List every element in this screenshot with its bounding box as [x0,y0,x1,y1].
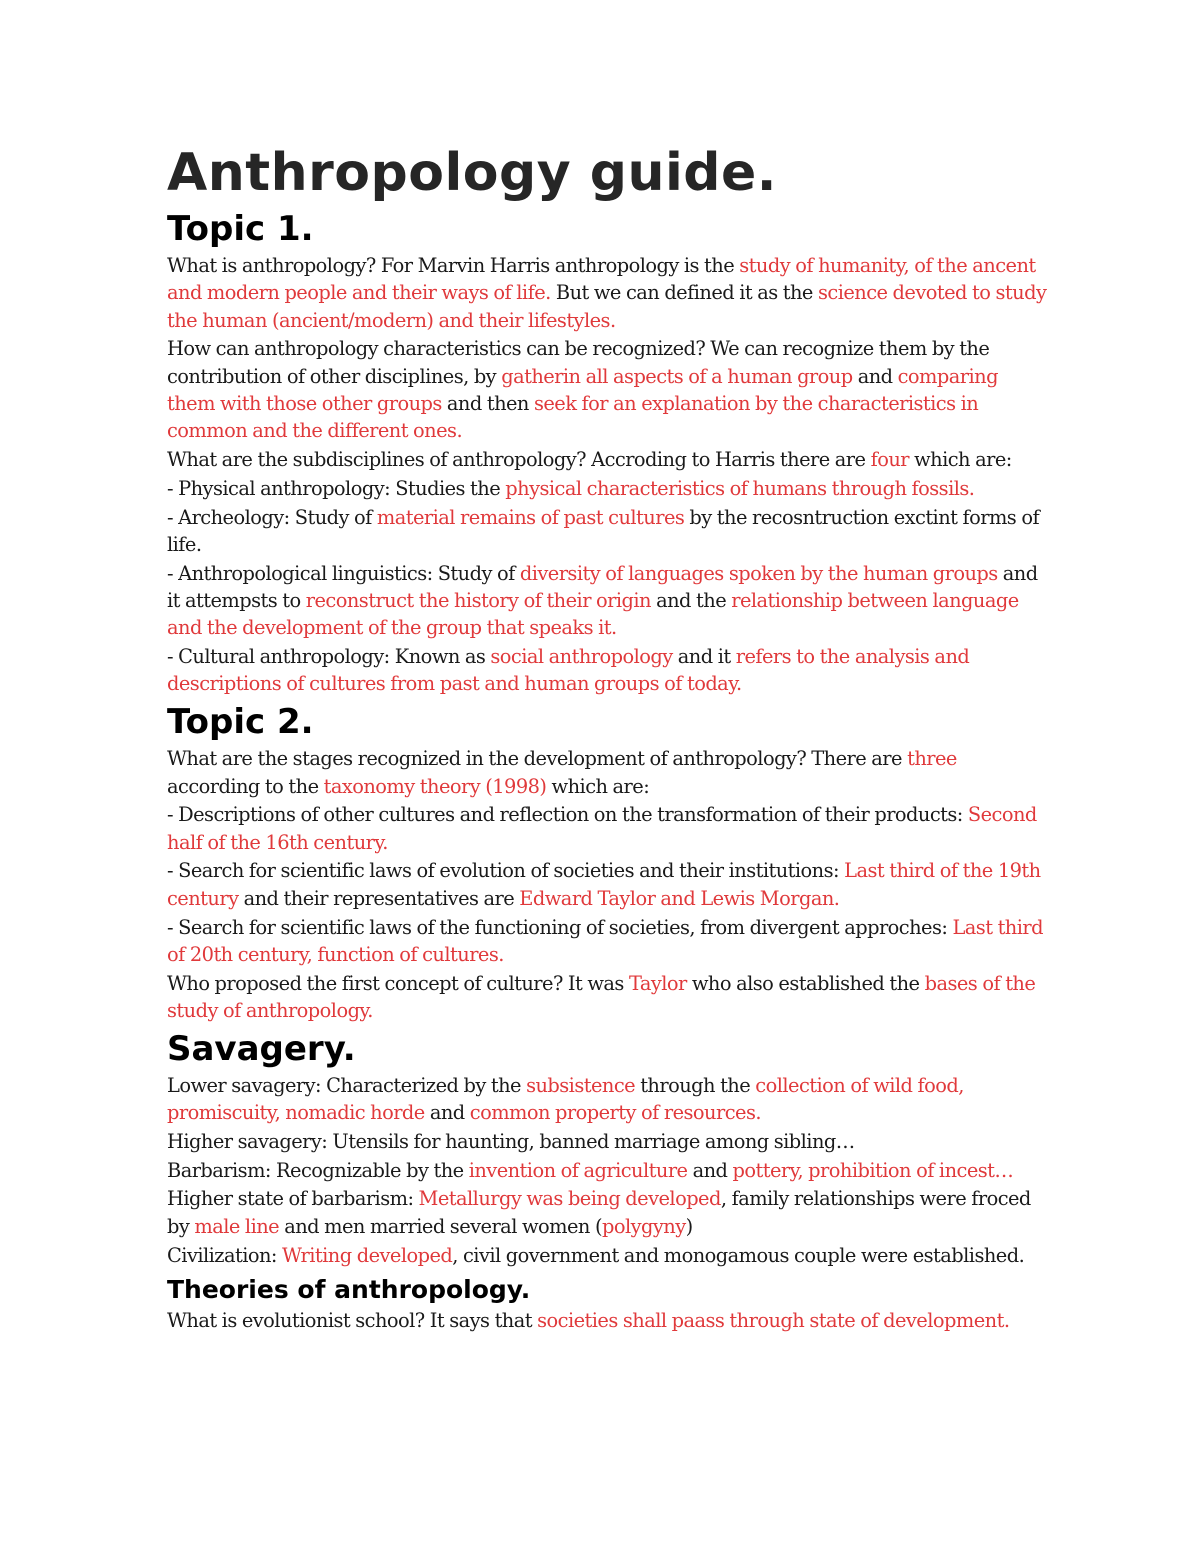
paragraph [167,475,1047,502]
section-heading: Topic 1. [167,209,314,249]
highlighted-text: material remains of past cultures [376,505,685,529]
highlighted-text: taxonomy theory (1998) [323,774,547,798]
highlighted-text: refers to the analysis and descriptions of cultures from past and human groups of today. [167,645,970,696]
body-text: who also established the [686,971,925,995]
body-text: But we can defined it as the [550,281,818,305]
paragraph [167,335,1047,444]
paragraph [167,745,1047,800]
highlighted-text: social anthropology [490,645,673,669]
body-text: - Archeology: Study of [167,505,377,529]
highlighted-text: polygyny [601,1214,686,1238]
highlighted-text: invention of agriculture [468,1158,688,1182]
highlighted-text: societies shall paass through state of development. [537,1308,1010,1332]
body-text: , civil government and monogamous couple were established. [452,1243,1025,1267]
highlighted-text: Metallurgy was being developed [418,1187,721,1211]
highlighted-text: Taylor [628,971,687,995]
body-text: Who proposed the first concept of culture? It was [167,971,629,995]
body-text: , family relationships were froced by [167,1187,1031,1238]
document-body [167,140,1047,1336]
body-text: and [424,1101,470,1125]
highlighted-text: bases of the study of anthropology. [167,971,1036,1022]
body-text: according to the [167,774,324,798]
highlighted-text: physical characteristics of humans through fossils. [505,476,975,500]
body-text: through the [635,1073,756,1097]
paragraph [167,1242,1047,1269]
highlighted-text: Last third of the 19th century [167,859,1041,910]
body-text: Higher savagery: Utensils for haunting, banned marriage among sibling… [167,1129,855,1153]
section-heading: Theories of anthropology. [167,1274,531,1304]
highlighted-text: common property of resources. [469,1101,761,1125]
paragraph [167,252,1047,334]
body-text: and their representatives are [238,886,520,910]
body-text: and then [441,391,534,415]
body-text: Civilization: [167,1243,283,1267]
highlighted-text: pottery, prohibition of incest… [732,1158,1014,1182]
highlighted-text: science devoted to study the human (ancient/modern) and their lifestyles. [167,281,1047,332]
body-text: Barbarism: Recognizable by the [167,1158,469,1182]
body-text: and the [650,589,732,613]
highlighted-text: collection of wild food, promiscuity, nomadic horde [167,1073,964,1125]
body-text: - Anthropological linguistics: Study of [167,561,520,585]
paragraph [167,504,1047,559]
paragraph [167,1072,1047,1127]
body-text: - Search for scientific laws of the functioning of societies, from divergent approches: [167,915,953,939]
highlighted-text: diversity of languages spoken by the human groups [519,561,998,585]
highlighted-text: Last third of 20th century, function of cultures. [167,915,1043,966]
body-text: and it attempsts to [167,561,1038,613]
highlighted-text: comparing them with those other groups [167,364,998,415]
body-text: - Cultural anthropology: Known as [167,645,491,669]
section-heading: Savagery. [167,1028,356,1069]
highlighted-text: reconstruct the history of their origin [305,589,651,613]
paragraph [167,914,1047,969]
body-text: Higher state of barbarism: [167,1187,419,1211]
body-text: and [852,364,898,388]
highlighted-text: Writing developed [282,1243,453,1267]
document-title: Anthropology guide. [167,143,778,203]
body-text: and [687,1158,733,1182]
body-text: ) [685,1214,693,1238]
paragraph [167,801,1047,856]
highlighted-text: seek for an explanation by the characteristics in common and the different ones. [167,391,979,443]
paragraph [167,446,1047,473]
body-text: which are: [908,448,1012,472]
highlighted-text: Second half of the 16th century. [167,803,1037,854]
body-text: which are: [546,774,650,798]
body-text: What are the stages recognized in the development of anthropology? There are [167,747,908,771]
body-text: - Search for scientific laws of evolution of societies and their institutions: [167,859,845,883]
body-text: What is anthropology? For Marvin Harris anthropology is the [167,254,740,277]
body-text: What are the subdisciplines of anthropology? Accroding to Harris there are [167,448,871,472]
paragraph [167,1185,1047,1240]
paragraph [167,857,1047,912]
paragraph [167,970,1047,1025]
paragraph [167,1157,1047,1184]
body-text: and men married several women ( [279,1214,602,1238]
highlighted-text: male line [194,1214,280,1238]
highlighted-text: subsistence [526,1073,636,1097]
highlighted-text: gatherin all aspects of a human group [501,364,853,388]
body-text: - Physical anthropology: Studies the [167,476,506,500]
paragraph [167,560,1047,642]
body-text: How can anthropology characteristics can be recognized? We can recognize them by the contribution of other disciplines, by [167,337,990,388]
body-text: - Descriptions of other cultures and reflection on the transformation of their products: [167,803,968,827]
paragraph [167,643,1047,698]
section-heading: Topic 2. [167,702,314,743]
body-text: and it [672,645,736,669]
highlighted-text: study of humanity, of the ancent and modern people and their ways of life. [167,254,1036,305]
paragraph [167,1307,1047,1334]
body-text: by the recosntruction exctint forms of life. [167,505,1040,556]
highlighted-text: Edward Taylor and Lewis Morgan. [519,886,840,910]
highlighted-text: four [870,448,909,472]
paragraph [167,1128,1047,1155]
highlighted-text: relationship between language and the development of the group that speaks it. [167,589,1019,640]
body-text: Lower savagery: Characterized by the [167,1073,527,1097]
highlighted-text: three [907,747,957,771]
body-text: What is evolutionist school? It says that [167,1308,538,1332]
